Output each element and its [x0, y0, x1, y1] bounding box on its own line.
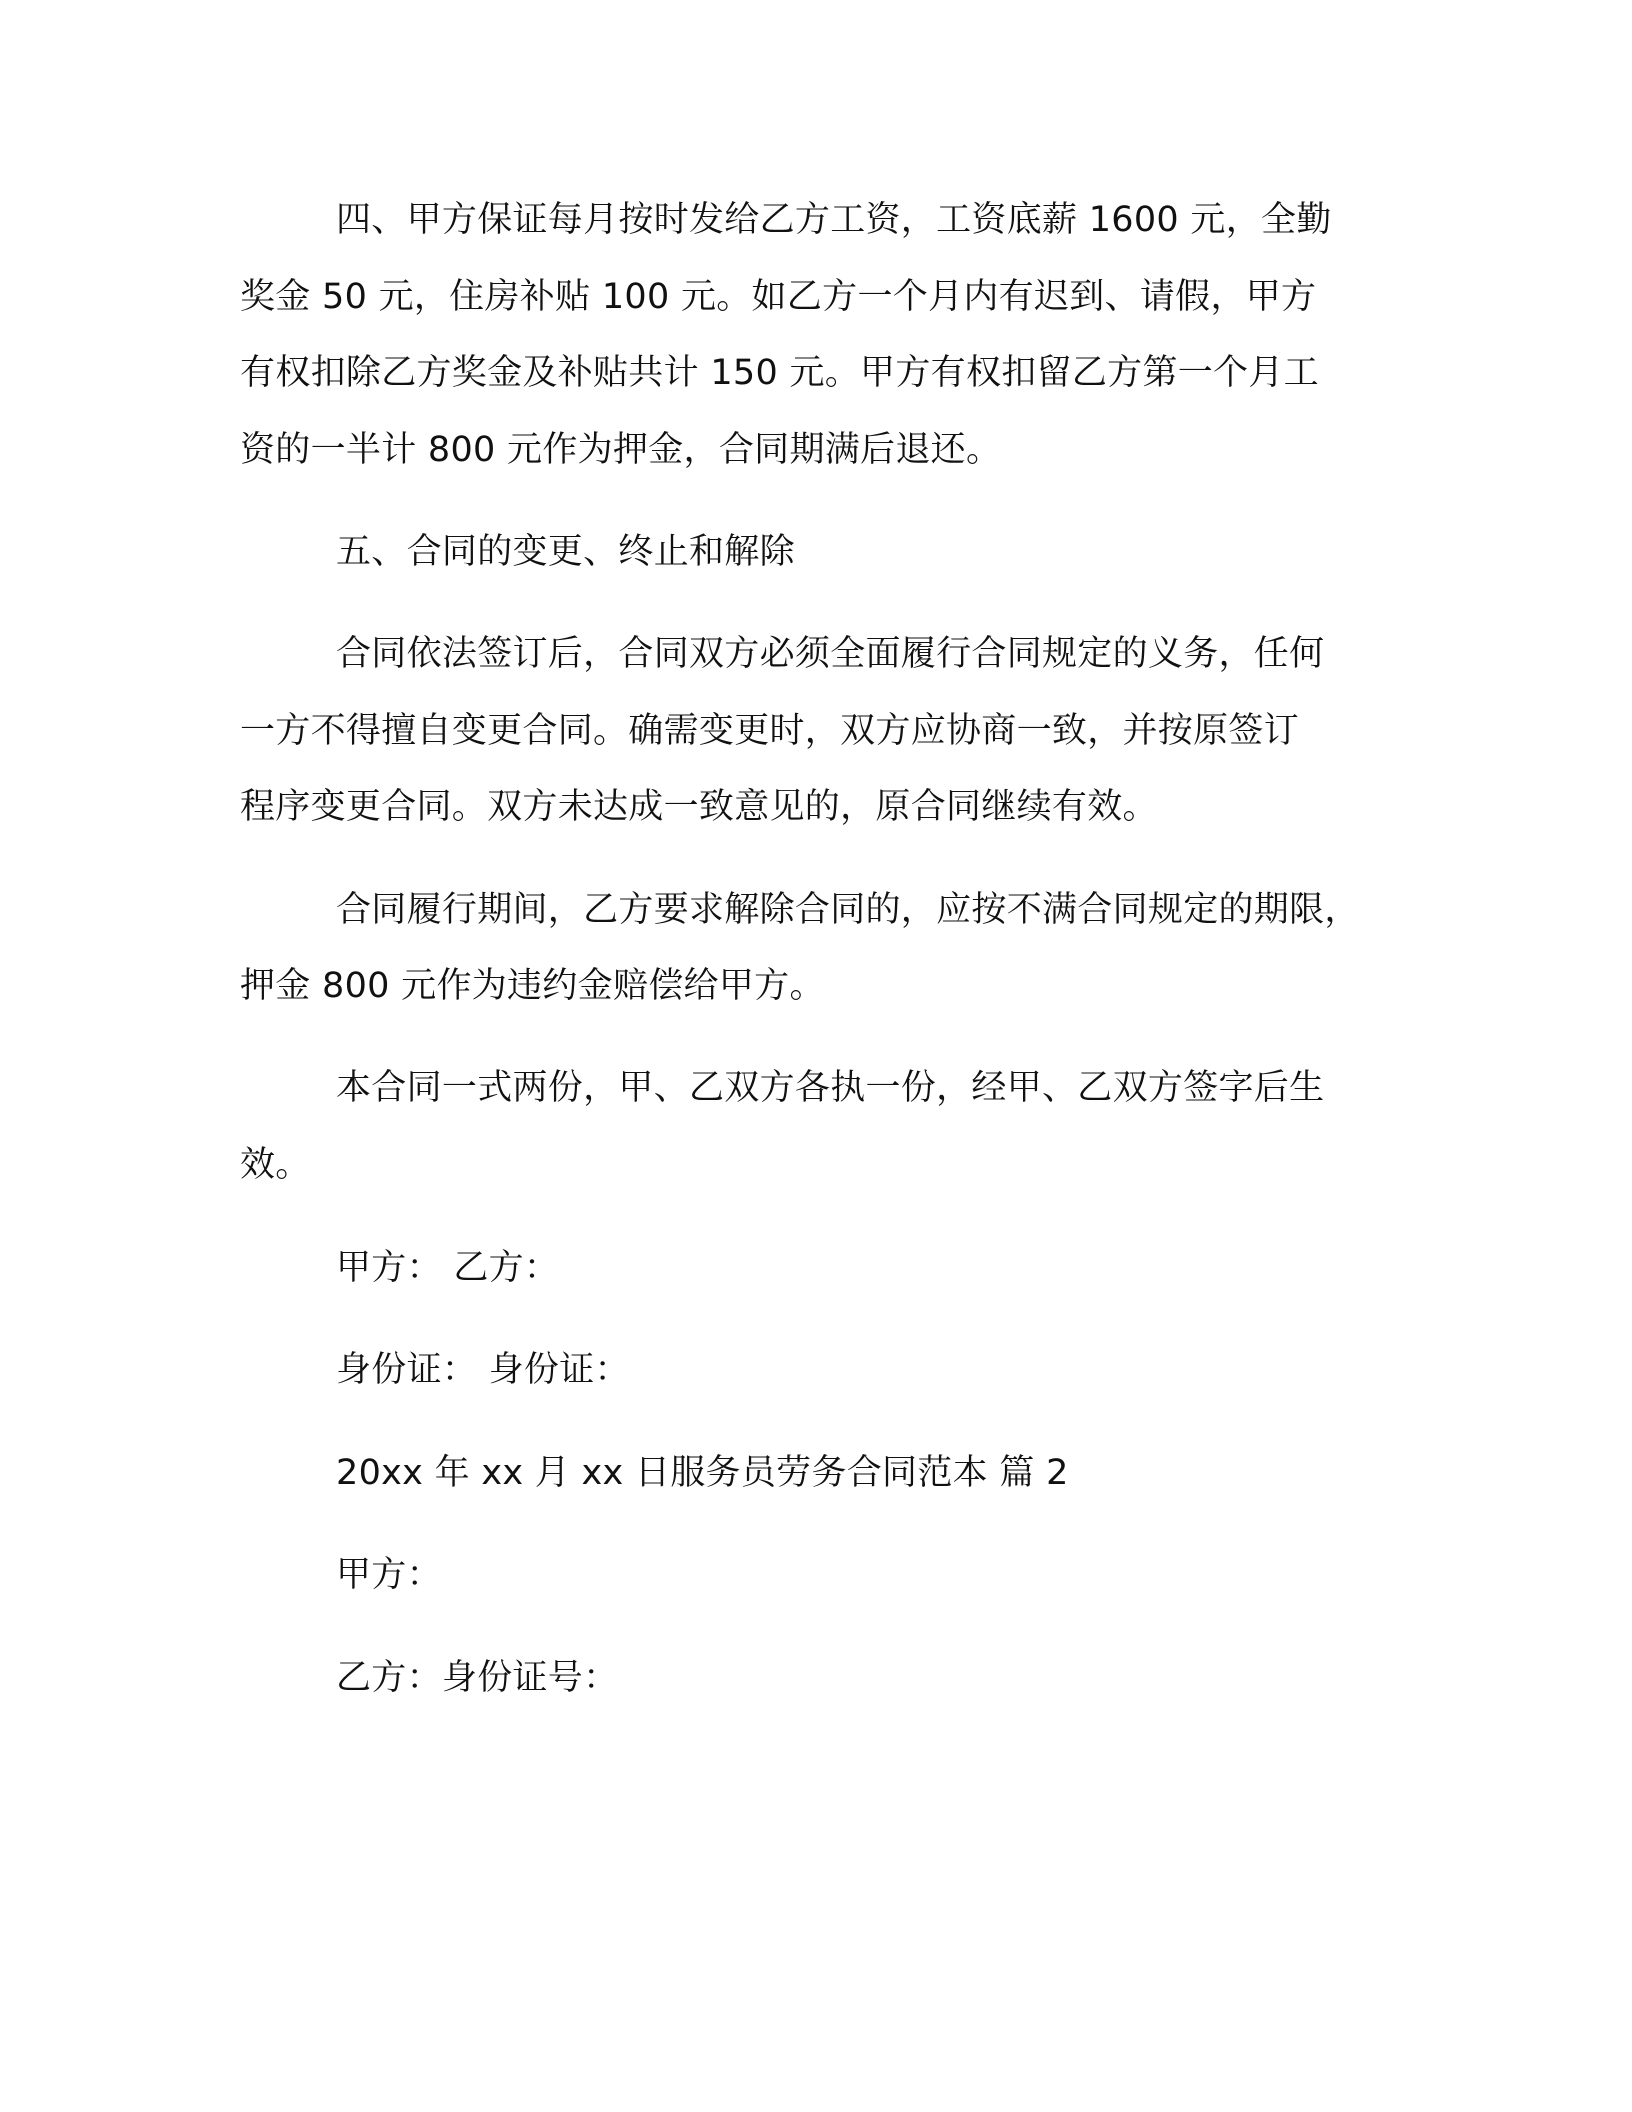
- termination-paragraph-line-1: 合同履行期间，乙方要求解除合同的，应按不满合同规定的期限，: [336, 890, 1360, 930]
- id-signature-line: 身份证： 身份证：: [336, 1350, 630, 1390]
- change-paragraph-line-3: 程序变更合同。双方未达成一致意见的，原合同继续有效。: [240, 787, 1158, 827]
- date-and-title-line: 20xx 年 xx 月 xx 日服务员劳务合同范本 篇 2: [336, 1453, 1069, 1493]
- copies-paragraph-line-2: 效。: [240, 1145, 311, 1185]
- party-signature-line: 甲方： 乙方：: [336, 1248, 560, 1288]
- clause-4-line-4: 资的一半计 800 元作为押金，合同期满后退还。: [240, 430, 1002, 470]
- change-paragraph-line-1: 合同依法签订后，合同双方必须全面履行合同规定的义务，任何: [336, 634, 1325, 674]
- clause-4-line-1: 四、甲方保证每月按时发给乙方工资，工资底薪 1600 元，全勤: [336, 200, 1332, 240]
- clause-5-heading: 五、合同的变更、终止和解除: [336, 532, 795, 572]
- clause-4-line-3: 有权扣除乙方奖金及补贴共计 150 元。甲方有权扣留乙方第一个月工: [240, 353, 1319, 393]
- party-b-id-line: 乙方：身份证号：: [336, 1658, 619, 1698]
- termination-paragraph-line-2: 押金 800 元作为违约金赔偿给甲方。: [240, 966, 825, 1006]
- change-paragraph-line-2: 一方不得擅自变更合同。确需变更时，双方应协商一致，并按原签订: [240, 711, 1300, 751]
- clause-4-line-2: 奖金 50 元，住房补贴 100 元。如乙方一个月内有迟到、请假，甲方: [240, 277, 1317, 317]
- party-a-line: 甲方：: [336, 1555, 442, 1595]
- copies-paragraph-line-1: 本合同一式两份，甲、乙双方各执一份，经甲、乙双方签字后生: [336, 1068, 1325, 1108]
